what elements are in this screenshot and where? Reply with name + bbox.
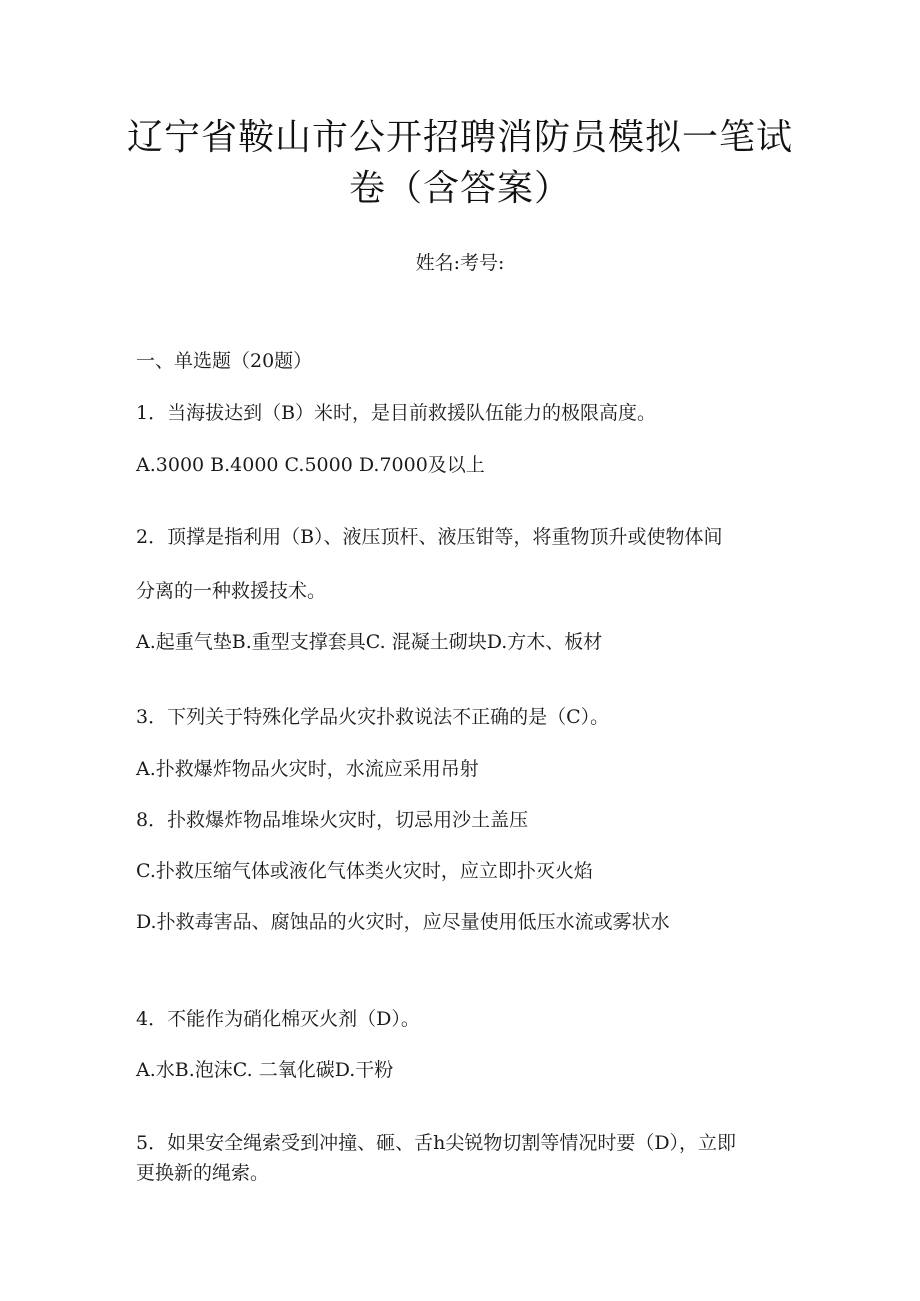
question-5-stem-line-1: 5．如果安全绳索受到冲撞、砸、舌h尖锐物切割等情况时要（D），立即 (136, 1132, 737, 1154)
question-4-options: A.水B.泡沫C. 二氧化碳D.干粉 (136, 1059, 394, 1081)
name-exam-number-line: 姓名:考号: (415, 252, 505, 274)
question-5-stem-line-2: 更换新的绳索。 (136, 1162, 270, 1184)
document-title-line-1: 辽宁省鞍山市公开招聘消防员模拟一笔试 (126, 117, 793, 158)
document-title-line-2: 卷（含答案） (348, 168, 571, 209)
question-4-stem: 4．不能作为硝化棉灭火剂（D）。 (136, 1008, 420, 1030)
question-3-stem: 3．下列关于特殊化学品火灾扑救说法不正确的是（C）。 (136, 706, 610, 728)
question-3-option-a: A.扑救爆炸物品火灾时，水流应采用吊射 (136, 758, 479, 780)
question-3-option-d: D.扑救毒害品、腐蚀品的火灾时，应尽量使用低压水流或雾状水 (136, 911, 670, 933)
question-1-options: A.3000 B.4000 C.5000 D.7000及以上 (136, 454, 485, 476)
section-heading: 一、单选题（20题） (136, 350, 313, 372)
question-3-option-b: 8．扑救爆炸物品堆垛火灾时，切忌用沙土盖压 (136, 809, 529, 831)
question-1-stem: 1．当海拔达到（B）米时，是目前救援队伍能力的极限高度。 (136, 402, 657, 424)
question-2-stem-line-2: 分离的一种救援技术。 (136, 580, 327, 602)
question-3-option-c: C.扑救压缩气体或液化气体类火灾时，应立即扑灭火焰 (136, 860, 593, 882)
question-2-stem-line-1: 2．顶撑是指利用（B）、液压顶杆、液压钳等，将重物顶升或使物体间 (136, 526, 723, 548)
question-2-options: A.起重气垫B.重型支撑套具C. 混凝土砌块D.方木、板材 (136, 631, 603, 653)
